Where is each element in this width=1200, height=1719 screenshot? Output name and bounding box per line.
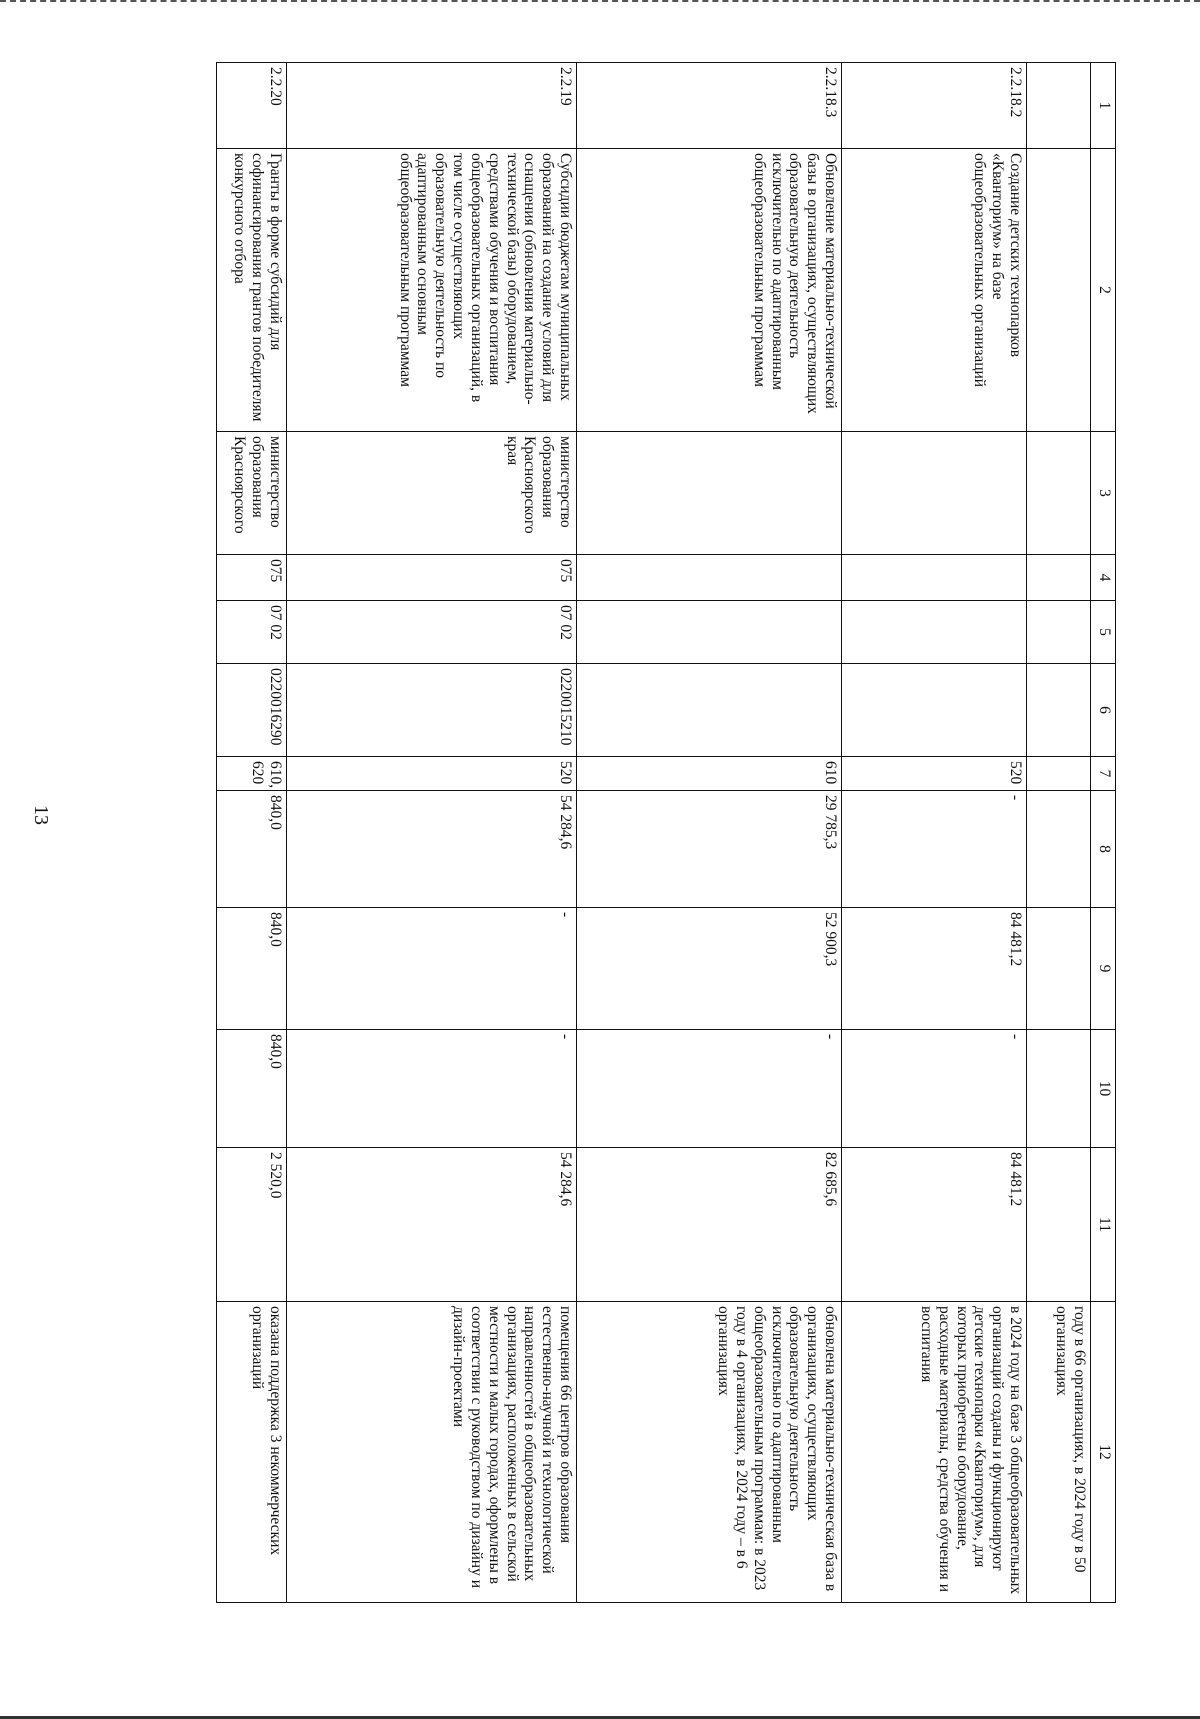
row-c11: 84 481,2 [842,1148,1027,1302]
table-row [577,63,842,1603]
header-row [1091,63,1116,1603]
row-result: обновлена материально-техническая база в организациях, осуществляющих образовательную деятельность исключительно по адаптированным общеобразовательным программам: в 2023 году в 4 организациях, в 2024 году – в 6 организациях [577,1302,842,1603]
scan-edge-top [0,0,1200,10]
row-name: Субсидии бюджетам муниципальных образований на создание условий для оснащения (обновления материально-технической базы) оборудованием, средствами обучения и воспитания общеобразовательных организаций, в том числе осуществляющих образовательную деятельность по адаптированным основным общеобразовательным программам [287,149,577,432]
col-header-11: 11 [1091,1148,1116,1302]
row-c5: 07 02 [287,601,577,664]
row-number [1027,63,1091,149]
col-header-7: 7 [1091,757,1116,791]
col-header-10: 10 [1091,1030,1116,1148]
row-c9: - [287,908,577,1030]
row-c6 [842,664,1027,757]
row-number: 2.2.18.2 [842,63,1027,149]
row-result: в 2024 году на базе 3 общеобразовательных организаций созданы и функционируют детские технопарки «Кванториум», для которых приобретены оборудование, расходные материалы, средства обучения и воспитания [842,1302,1027,1603]
row-c10: - [577,1030,842,1148]
col-header-4: 4 [1091,555,1116,601]
table-row [217,63,287,1603]
row-c10: - [287,1030,577,1148]
row-c7 [1027,757,1091,791]
row-agency: министерство образования Красноярского [217,432,287,555]
row-name: Создание детских технопарков «Кванториум» на базе общеобразовательных организаций [842,149,1027,432]
row-c11 [1027,1148,1091,1302]
row-c10 [1027,1030,1091,1148]
row-number: 2.2.19 [287,63,577,149]
row-result: оказана поддержка 3 некоммерческих организаций [217,1302,287,1603]
col-header-9: 9 [1091,908,1116,1030]
scan-edge-bottom [0,1701,1200,1719]
page-number: 13 [30,805,52,825]
col-header-2: 2 [1091,149,1116,432]
row-c4 [1027,555,1091,601]
rotated-table-container [116,62,1116,1602]
row-c11: 54 284,6 [287,1148,577,1302]
row-name [1027,149,1091,432]
table-row [1027,63,1091,1603]
row-c4 [577,555,842,601]
row-c5 [842,601,1027,664]
row-agency [577,432,842,555]
row-c4: 075 [217,555,287,601]
row-c4 [842,555,1027,601]
row-c7: 520 [842,757,1027,791]
row-c6 [577,664,842,757]
table-row [287,63,577,1603]
row-c8: 29 785,3 [577,791,842,908]
row-name: Гранты в форме субсидий для софинансирования грантов победителям конкурсного отбора [217,149,287,432]
row-result: году в 66 организациях, в 2024 году в 50 организациях [1027,1302,1091,1603]
col-header-12: 12 [1091,1302,1116,1603]
row-c11: 2 520,0 [217,1148,287,1302]
row-c6: 0220015210 [287,664,577,757]
budget-table [216,62,1116,1603]
row-c10: 840,0 [217,1030,287,1148]
row-result: помещения 66 центров образования естественно-научной и технологической направленностей в общеобразовательных организациях, расположенных в сельской местности и малых городах, оформлены в соответствии с руководством по дизайну и дизайн-проектами [287,1302,577,1603]
row-c4: 075 [287,555,577,601]
row-agency [1027,432,1091,555]
row-c6 [1027,664,1091,757]
row-c7: 610, 620 [217,757,287,791]
row-c9: 52 900,3 [577,908,842,1030]
row-c10: - [842,1030,1027,1148]
row-c8: 54 284,6 [287,791,577,908]
table-row [842,63,1027,1603]
row-c6: 0220016290 [217,664,287,757]
row-c5 [577,601,842,664]
col-header-6: 6 [1091,664,1116,757]
row-c9: 840,0 [217,908,287,1030]
row-c9: 84 481,2 [842,908,1027,1030]
row-c5: 07 02 [217,601,287,664]
row-c7: 520 [287,757,577,791]
row-c8: - [842,791,1027,908]
col-header-1: 1 [1091,63,1116,149]
col-header-5: 5 [1091,601,1116,664]
row-name: Обновление материально-технической базы в организациях, осуществляющих образовательную деятельность исключительно по адаптированным общеобразовательным программам [577,149,842,432]
row-c8 [1027,791,1091,908]
row-agency [842,432,1027,555]
row-c8: 840,0 [217,791,287,908]
row-c7: 610 [577,757,842,791]
col-header-8: 8 [1091,791,1116,908]
row-c5 [1027,601,1091,664]
col-header-3: 3 [1091,432,1116,555]
row-c9 [1027,908,1091,1030]
row-agency: министерство образования Красноярского края [287,432,577,555]
row-number: 2.2.18.3 [577,63,842,149]
row-c11: 82 685,6 [577,1148,842,1302]
row-number: 2.2.20 [217,63,287,149]
